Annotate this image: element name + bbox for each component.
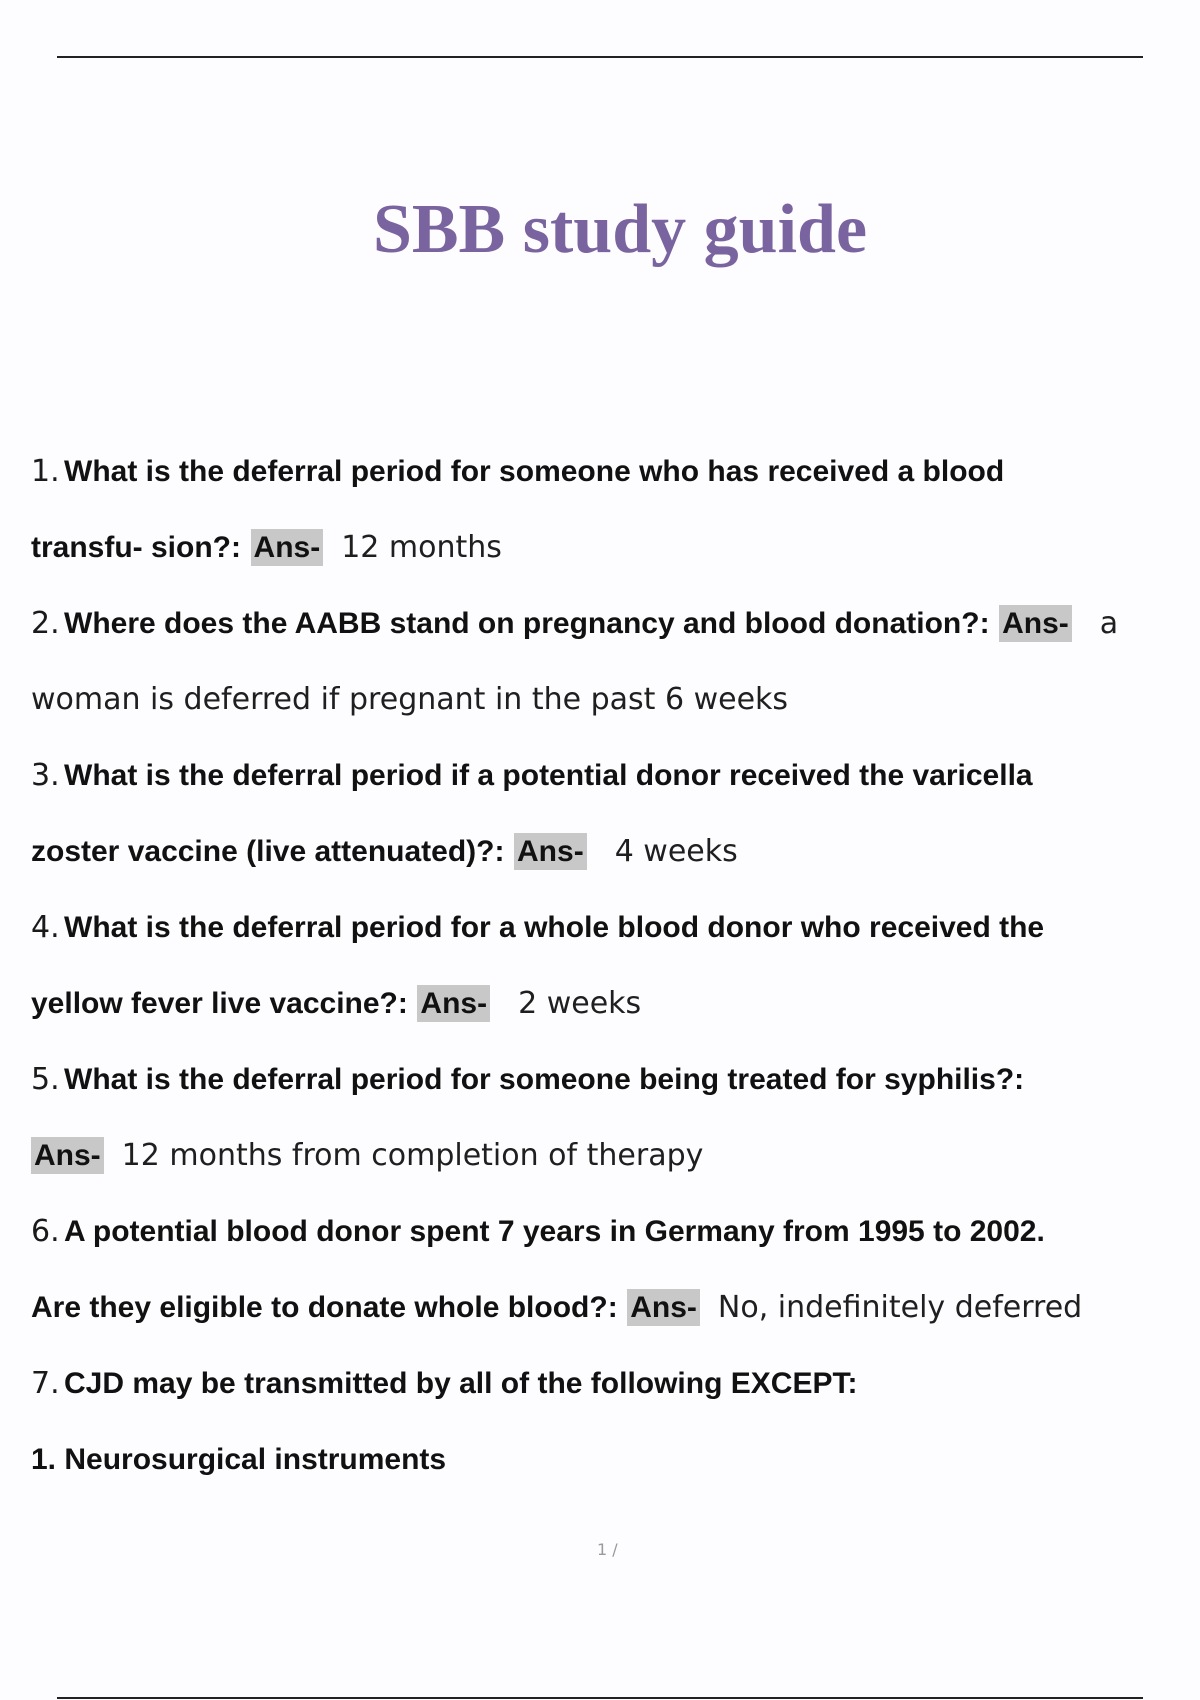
answer-label: Ans- — [627, 1289, 700, 1326]
page-title: SBB study guide — [372, 191, 868, 268]
question-text: transfu- sion?: — [31, 531, 241, 564]
question-number: 2. — [31, 606, 60, 641]
question-6-line-2 — [31, 1278, 1191, 1354]
question-text: Are they eligible to donate whole blood?: — [31, 1291, 618, 1324]
answer-text: No, indefinitely deferred — [717, 1290, 1083, 1325]
question-text: zoster vaccine (live attenuated)?: — [31, 835, 505, 868]
answer-text: 4 weeks — [614, 834, 738, 869]
question-text: yellow fever live vaccine?: — [31, 987, 408, 1020]
question-text: What is the deferral period for someone who has received a blood — [64, 455, 1005, 488]
question-2-line-2 — [31, 670, 1191, 746]
answer-label: Ans- — [514, 833, 587, 870]
question-text: What is the deferral period for a whole blood donor who received the — [64, 911, 1045, 944]
question-4-line-1 — [31, 898, 1191, 974]
question-3-line-2 — [31, 822, 1191, 898]
question-1-line-1 — [31, 442, 1191, 518]
question-number: 7. — [31, 1366, 60, 1401]
page-number: 1 / — [597, 1540, 618, 1559]
answer-text: a — [1099, 606, 1119, 641]
question-text: A potential blood donor spent 7 years in Germany from 1995 to 2002. — [64, 1215, 1045, 1248]
answer-label: Ans- — [31, 1137, 104, 1174]
answer-label: Ans- — [999, 605, 1072, 642]
question-4-line-2 — [31, 974, 1191, 1050]
answer-text: woman is deferred if pregnant in the past 6 weeks — [31, 682, 789, 717]
question-5-line-1 — [31, 1050, 1191, 1126]
question-6-line-1 — [31, 1202, 1191, 1278]
question-number: 5. — [31, 1062, 60, 1097]
question-number: 6. — [31, 1214, 60, 1249]
bottom-rule — [57, 1697, 1143, 1699]
top-rule — [57, 56, 1143, 58]
option-text: 1. Neurosurgical instruments — [31, 1443, 447, 1476]
question-3-line-1 — [31, 746, 1191, 822]
question-1-line-2 — [31, 518, 1191, 594]
question-number: 3. — [31, 758, 60, 793]
question-number: 1. — [31, 454, 60, 489]
answer-label: Ans- — [417, 985, 490, 1022]
question-text: What is the deferral period if a potential donor received the varicella — [64, 759, 1033, 792]
question-2-line-1 — [31, 594, 1191, 670]
answer-text: 12 months — [341, 530, 502, 565]
question-number: 4. — [31, 910, 60, 945]
question-list — [31, 442, 1191, 1506]
question-5-line-2 — [31, 1126, 1191, 1202]
answer-text: 12 months from completion of therapy — [121, 1138, 704, 1173]
question-text: Where does the AABB stand on pregnancy and blood donation?: — [64, 607, 990, 640]
question-7-option-1 — [31, 1430, 1191, 1506]
answer-label: Ans- — [251, 529, 324, 566]
answer-text: 2 weeks — [518, 986, 642, 1021]
question-text: CJD may be transmitted by all of the following EXCEPT: — [64, 1367, 858, 1400]
question-7-line-1 — [31, 1354, 1191, 1430]
question-text: What is the deferral period for someone being treated for syphilis?: — [64, 1063, 1025, 1096]
